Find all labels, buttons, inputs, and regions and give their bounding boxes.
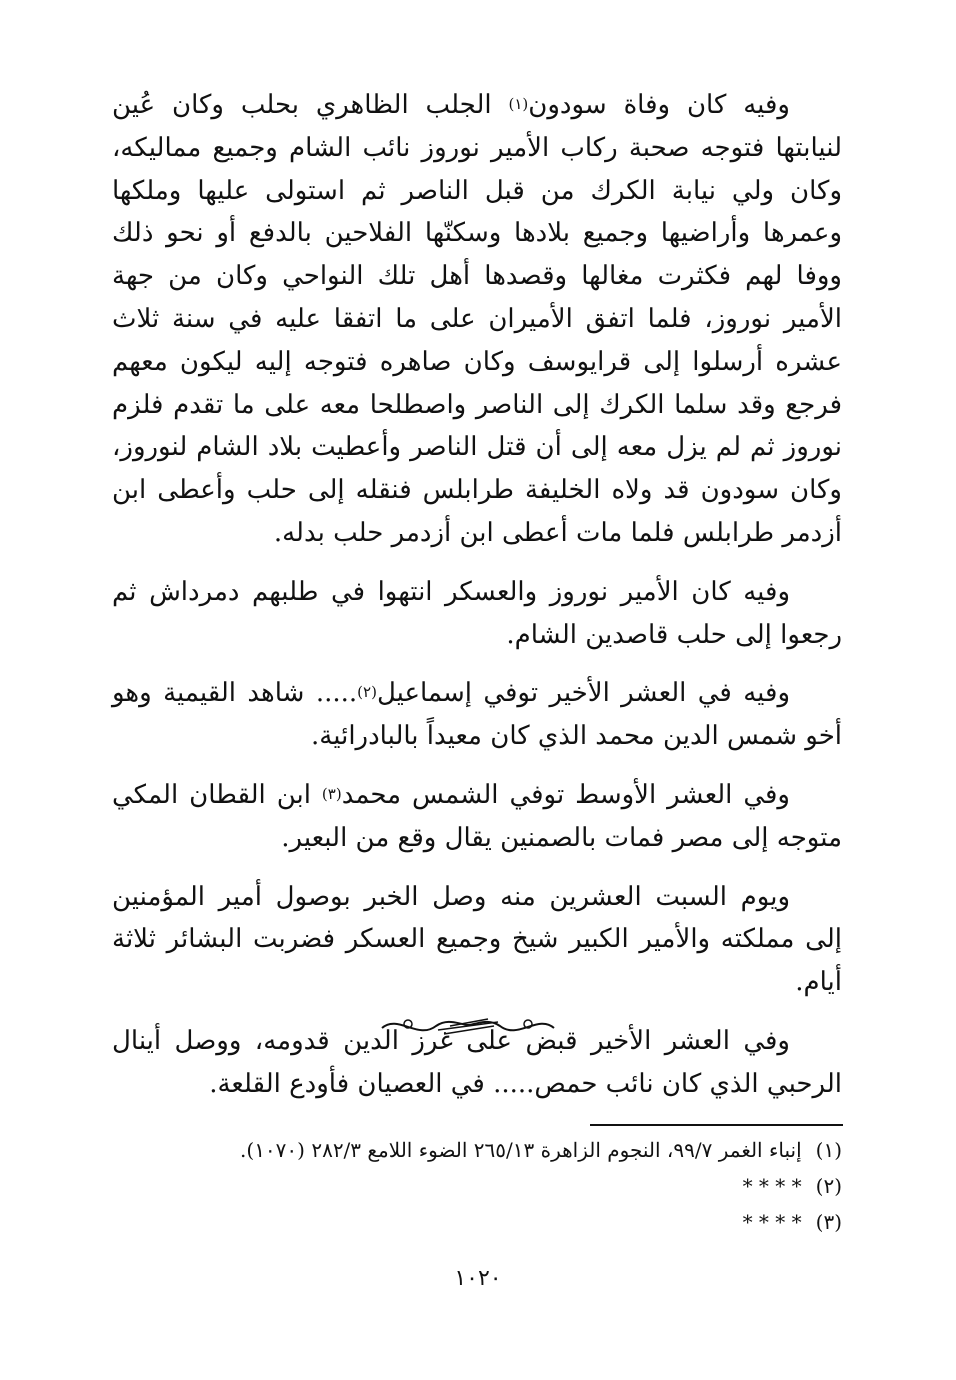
- footnote-ref-3: (٣): [321, 784, 342, 803]
- footnotes: [150, 1132, 842, 1240]
- footnote-2: (٢) * * * *: [742, 1174, 842, 1198]
- page-number: ١٠٢٠: [454, 1266, 502, 1291]
- paragraph-6: وفي العشر الأخير قبض على غرز الدين قدومه، ووصل أينال الرحبي الذي كان نائب حمص..... في العصيان فأودع القلعة.: [112, 1025, 842, 1099]
- main-text: [112, 84, 842, 1122]
- paragraph-2: وفيه كان الأمير نوروز والعسكر انتهوا في طلبهم دمرداش ثم رجعوا إلى حلب قاصدين الشام.: [112, 576, 842, 650]
- footnote-separator: [590, 1124, 843, 1126]
- footnote-1: (١) إنباء الغمر ٩٩/٧، النجوم الزاهرة ٢٦٥/١٣ الضوء اللامع ٢٨٢/٣ (١٠٧٠).: [240, 1138, 842, 1162]
- paragraph-3: وفيه في العشر الأخير توفي إسماعيل$^{(٢)}$..... شاهد القيمية وهو أخو شمس الدين محمد الذي كان معيداً بالبادرائية.: [112, 678, 842, 752]
- paragraph-4: وفي العشر الأوسط توفي الشمس محمد$^{(٣)}$ ابن القطان المكي متوجه إلى مصر فمات بالصمنين يقال وقع من البعير.: [112, 779, 842, 853]
- footnote-ref-1: (١): [508, 95, 529, 113]
- footnote-3: (٣) * * * *: [742, 1210, 842, 1234]
- paragraph-5: ويوم السبت العشرين منه وصل الخبر بوصول أمير المؤمنين إلى مملكته والأمير الكبير شيخ وجميع العسكر فضربت البشائر ثلاثة أيام.: [112, 881, 842, 998]
- footnote-ref-2: (٢): [357, 683, 377, 702]
- paragraph-1: وفيه كان وفاة سودون$^{(١)}$ الجلب الظاهري بحلب وكان عُين لنيابتها فتوجه صحبة ركاب الأمير نوروز نائب الشام وجميع مماليكه، وكان ولي نيابة الكرك من قبل الناصر ثم استولى عليها وملكها وعمرها وأراضيها وجميع بلادها وسكنّها الفلاحين بالدفع أو نحو ذلك ووفا لهم فكثرت مغالها وقصدها أهل تلك النواحي وكان من جهة الأمير نوروز، فلما اتفق الأميران على ما اتفقا عليه في سنة ثلاث عشره أرسلوا إلى قرايوسف وكان صاهره فتوجه إليه ليكون معهم فرجع وقد سلما الكرك إلى الناصر واصطلحا معه على ما تقدم فلزم نوروز ثم لم يزل معه إلى أن قتل الناصر وأعطيت بلاد الشام لنوروز، وكان سودون قد ولاه الخليفة طرابلس فنقله إلى حلب وأعطى ابن أزدمر طرابلس فلما مات أعطى ابن أزدمر حلب بدله.: [112, 90, 842, 548]
- decorative-flourish-icon: [378, 1010, 558, 1040]
